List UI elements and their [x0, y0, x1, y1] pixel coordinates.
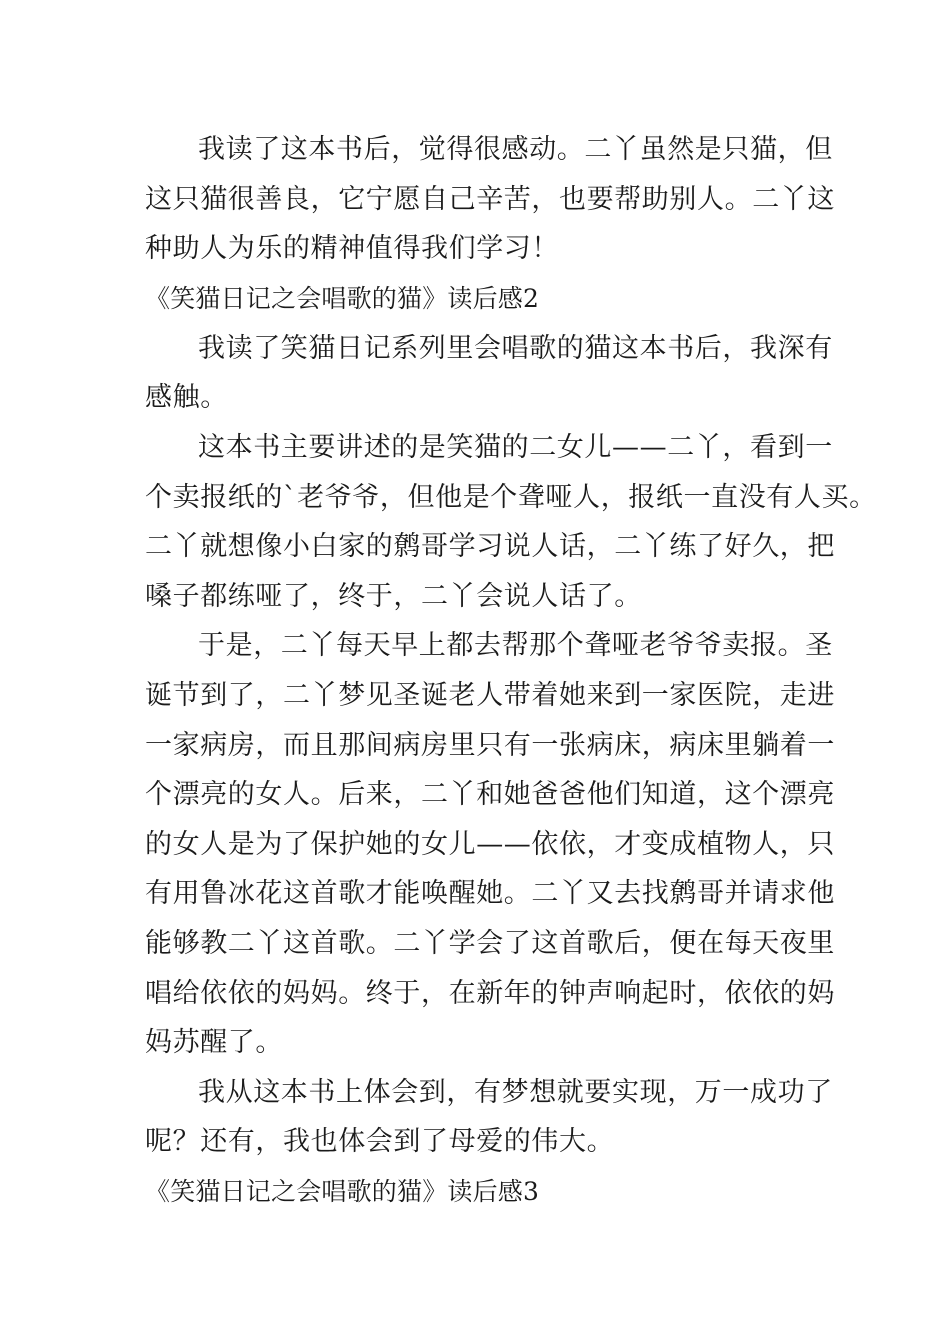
paragraph-4-line-1: 于是，二丫每天早上都去帮那个聋哑老爷爷卖报。圣 — [198, 630, 833, 661]
paragraph-4-line-8: 唱给依依的妈妈。终于，在新年的钟声响起时，依依的妈 — [145, 978, 835, 1009]
section-heading-3: 《笑猫日记之会唱歌的猫》读后感3 — [145, 1177, 540, 1206]
paragraph-3-line-1: 这本书主要讲述的是笑猫的二女儿——二丫，看到一 — [198, 432, 833, 463]
paragraph-4-line-6: 有用鲁冰花这首歌才能唤醒她。二丫又去找鹩哥并请求他 — [145, 878, 835, 909]
paragraph-4-line-5: 的女人是为了保护她的女儿——依依，才变成植物人，只 — [145, 829, 835, 860]
paragraph-4-line-2: 诞节到了，二丫梦见圣诞老人带着她来到一家医院，走进 — [145, 680, 835, 711]
paragraph-5-line-1: 我从这本书上体会到，有梦想就要实现，万一成功了 — [198, 1077, 833, 1108]
paragraph-3-line-3: 二丫就想像小白家的鹩哥学习说人话，二丫练了好久，把 — [145, 531, 835, 562]
section-heading-2: 《笑猫日记之会唱歌的猫》读后感2 — [145, 284, 540, 313]
paragraph-3-line-4: 嗓子都练哑了，终于，二丫会说人话了。 — [145, 581, 642, 612]
paragraph-4-line-4: 个漂亮的女人。后来，二丫和她爸爸他们知道，这个漂亮 — [145, 779, 835, 810]
paragraph-2-line-1: 我读了笑猫日记系列里会唱歌的猫这本书后，我深有 — [198, 333, 833, 364]
paragraph-1-line-2: 这只猫很善良，它宁愿自己辛苦，也要帮助别人。二丫这 — [145, 184, 835, 215]
paragraph-1-line-3: 种助人为乐的精神值得我们学习！ — [145, 233, 559, 264]
paragraph-3-line-2: 个卖报纸的`老爷爷，但他是个聋哑人，报纸一直没有人买。 — [145, 482, 877, 513]
paragraph-2-line-2: 感触。 — [145, 382, 228, 413]
paragraph-4-line-9: 妈苏醒了。 — [145, 1027, 283, 1058]
paragraph-4-line-3: 一家病房，而且那间病房里只有一张病床，病床里躺着一 — [145, 730, 835, 761]
paragraph-5-line-2: 呢？还有，我也体会到了母爱的伟大。 — [145, 1126, 615, 1157]
paragraph-1-line-1: 我读了这本书后，觉得很感动。二丫虽然是只猫，但 — [198, 134, 833, 165]
paragraph-4-line-7: 能够教二丫这首歌。二丫学会了这首歌后，便在每天夜里 — [145, 928, 835, 959]
